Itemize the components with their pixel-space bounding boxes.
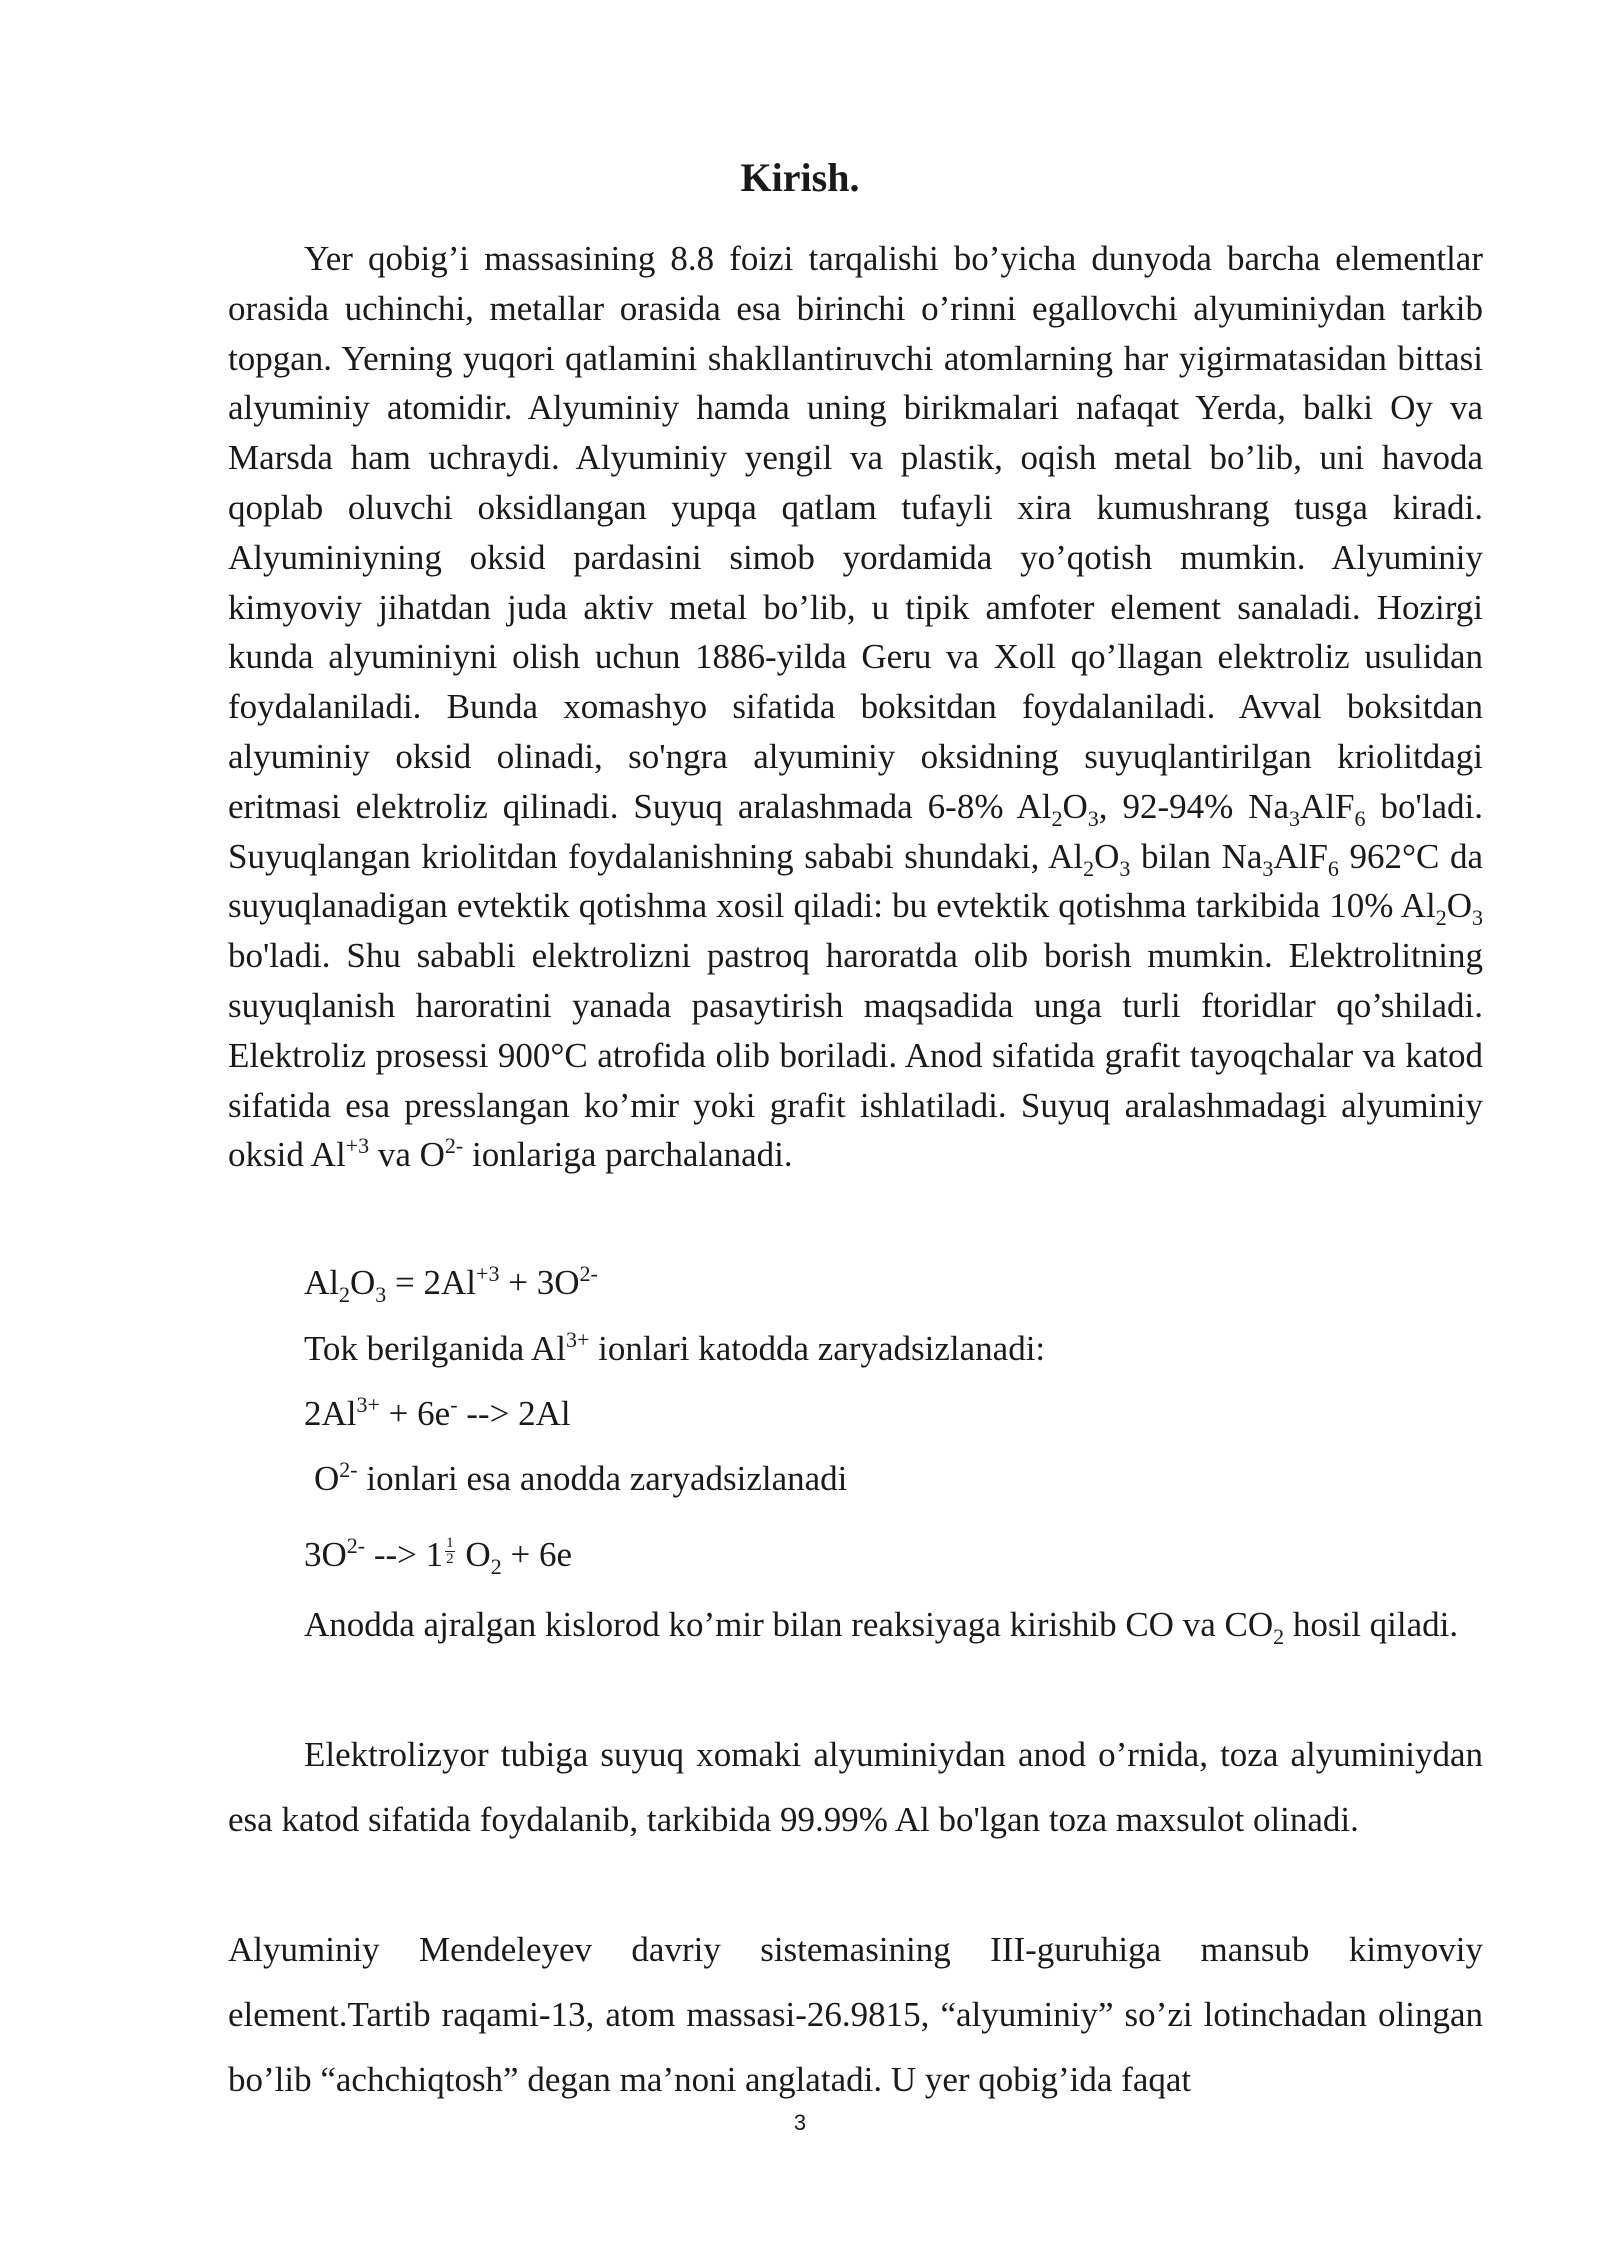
text-run: O (456, 1535, 491, 1574)
subscript: 3 (1472, 905, 1483, 931)
superscript: 2- (444, 1133, 464, 1159)
equation-cathode (304, 1389, 571, 1438)
text-run: 962°C da suyuqlanadigan evtektik qotishma xosil qiladi: bu evtektik qotishma tarkibida 10% Al (228, 836, 1483, 926)
text-run: bo'ladi. Shu sababli elektrolizni pastroq haroratda olib borish mumkin. Elektrolitning suyuqlanish haroratini yanada pasaytirish maqsadida unga turli ftoridlar qo’shiladi. Elektroliz prosessi 900°C atrofida olib boriladi. Anod sifatida grafit tayoqchalar va katod sifatida esa presslangan ko’mir yoki grafit ishlatiladi. Suyuq aralashmadagi alyuminiy oksid Al (228, 936, 1483, 1175)
subscript: 3 (375, 1282, 387, 1307)
text-run: ionlariga parchalanadi. (463, 1135, 793, 1175)
text-run: O (350, 1263, 376, 1302)
subscript: 3 (1262, 855, 1274, 881)
paragraph-anode-reaction (228, 1592, 1483, 1657)
subscript: 3 (1087, 805, 1099, 831)
text-run: AlF (1300, 786, 1355, 826)
fraction-numerator: 1 (446, 1535, 454, 1552)
subscript: 6 (1354, 805, 1366, 831)
text-run: bo'ladi. Suyuqlangan kriolitdan foydalanishning sababi shundaki, Al (228, 786, 1483, 876)
page-number: 3 (793, 2110, 807, 2135)
text-run: O (1062, 786, 1088, 826)
text-run: ionlari esa anodda zaryadsizlanadi (357, 1459, 848, 1498)
superscript: 2- (339, 1457, 358, 1482)
subscript: 2 (490, 1554, 502, 1579)
superscript: 3+ (565, 1327, 590, 1352)
subscript: 2 (1051, 805, 1063, 831)
subscript: 3 (1119, 855, 1131, 881)
text-run: Yer qobig’i massasining 8.8 foizi tarqalishi bo’yicha dunyoda barcha elementlar orasida uchinchi, metallar orasida esa birinchi o’rinni egallovchi alyuminiydan tarkib topgan. Yerning yuqori qatlamini shakllantiruvchi atomlarning har yigirmatasidan bittasi alyuminiy atomidir. Alyuminiy hamda uning birikmalari nafaqat Yerda, balki Oy va Marsda ham uchraydi. Alyuminiy yengil va plastik, oqish metal bo’lib, uni havoda qoplab oluvchi oksidlangan yupqa qatlam tufayli xira kumushrang tusga kiradi. Alyuminiyning oksid pardasini simob yordamida yo’qotish mumkin. Alyuminiy kimyoviy jihatdan juda aktiv metal bo’lib, u tipik amfoter element sanaladi. Hozirgi kunda alyuminiyni olish uchun 1886-yilda Geru va Xoll qo’llagan elektroliz usulidan foydalaniladi. Bunda xomashyo sifatida boksitdan foydalaniladi. Avval boksitdan alyuminiy oksid olinadi, so'ngra alyuminiy oksidning suyuqlantirilgan kriolitdagi eritmasi elektroliz qilinadi. Suyuq aralashmada 6-8% Al (228, 239, 1483, 826)
text-run: Alyuminiy Mendeleyev davriy sistemasining III-guruhiga mansub kimyoviy element.Tartib raqami-13, atom massasi-26.9815, “alyuminiy” so’zi lotinchadan olingan bo’lib “achchiqtosh” degan ma’noni anglatadi. U yer qobig’ida faqat (228, 1930, 1483, 2099)
subscript: 3 (1289, 805, 1301, 831)
text-run: bilan Na (1130, 836, 1263, 876)
text-run: O (1094, 836, 1120, 876)
paragraph-element-info (228, 1917, 1483, 2112)
text-run: hosil qiladi. (1284, 1605, 1459, 1644)
subscript: 2 (1273, 1624, 1285, 1649)
text-run: , 92-94% Na (1098, 786, 1290, 826)
paragraph-intro (228, 234, 1483, 1180)
equation-dissociation (304, 1258, 598, 1307)
text-run: va O (369, 1135, 445, 1175)
text-run: ionlari katodda zaryadsizlanadi: (589, 1329, 1046, 1368)
text-run: --> 2Al (457, 1394, 571, 1433)
superscript: - (450, 1392, 458, 1417)
superscript: +3 (476, 1261, 500, 1286)
superscript: +3 (345, 1133, 370, 1159)
text-run: 3O (304, 1535, 347, 1574)
text-run: Al (304, 1263, 339, 1302)
superscript: 3+ (356, 1392, 380, 1417)
text-run: AlF (1273, 836, 1328, 876)
text-run: + 3O (499, 1263, 580, 1302)
page-title: Kirish. (740, 155, 860, 200)
equation-anode (304, 1530, 572, 1579)
text-cathode-note (304, 1324, 1045, 1373)
subscript: 2 (1083, 855, 1095, 881)
text-run: Elektrolizyor tubiga suyuq xomaki alyuminiydan anod o’rnida, toza alyuminiydan esa katod sifatida foydalanib, tarkibida 99.99% Al bo'lgan toza maxsulot olinadi. (228, 1735, 1483, 1839)
text-run: 2Al (304, 1394, 357, 1433)
text-run: O (1446, 886, 1472, 926)
text-run: O (314, 1459, 340, 1498)
paragraph-electrolyzer (228, 1722, 1483, 1852)
text-run: = 2Al (386, 1263, 477, 1302)
text-run: + 6e (501, 1535, 572, 1574)
text-run: + 6e (379, 1394, 451, 1433)
subscript: 2 (339, 1282, 350, 1307)
fraction (445, 1536, 455, 1567)
fraction-denominator: 2 (446, 1551, 454, 1568)
superscript: 2- (579, 1261, 598, 1286)
superscript: 2- (346, 1533, 366, 1558)
text-run: Anodda ajralgan kislorod ko’mir bilan reaksiyaga kirishib CO va CO (304, 1605, 1274, 1644)
text-run: --> 1 (365, 1535, 444, 1574)
text-run: Tok berilganida Al (304, 1329, 566, 1368)
text-anode-note (314, 1454, 847, 1503)
subscript: 6 (1327, 855, 1339, 881)
subscript: 2 (1435, 905, 1447, 931)
